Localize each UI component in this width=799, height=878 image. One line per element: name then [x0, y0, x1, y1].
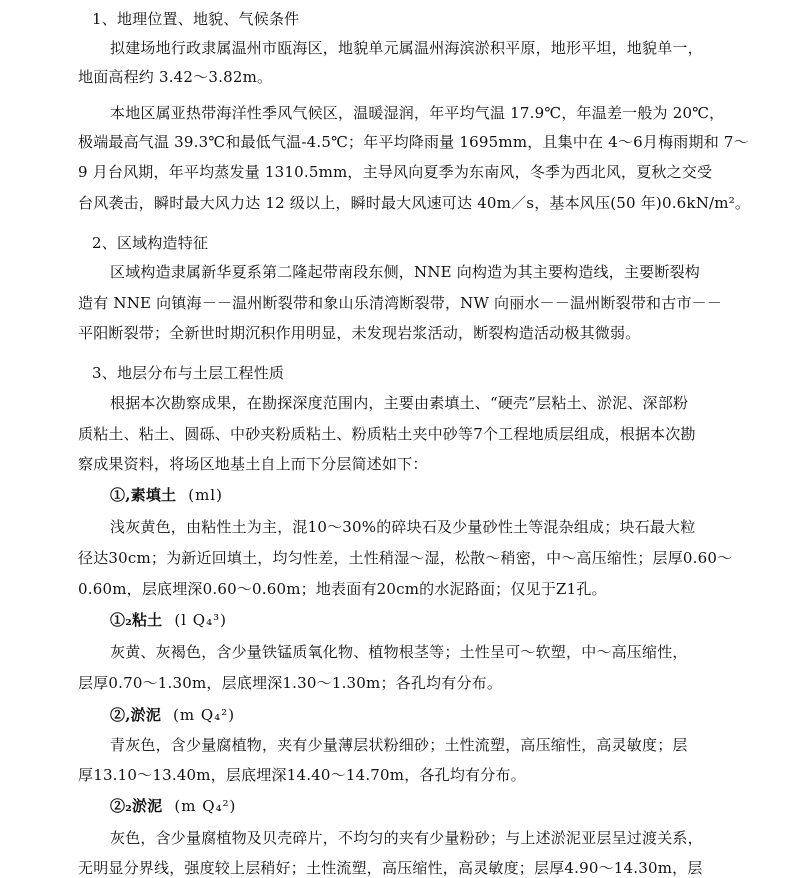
paragraph-line: 本地区属亚热带海洋性季风气候区，温暖湿润，年平均气温 17.9℃，年温差一般为 20℃， [110, 104, 725, 122]
layer-title [110, 796, 236, 816]
paragraph-line: 无明显分界线，强度较上层稍好；土性流塑，高压缩性，高灵敏度；层厚4.90～14.30m，层 [78, 859, 703, 877]
paragraph-line: 层厚0.70～1.30m，层底埋深1.30～1.30m；各孔均有分布。 [78, 674, 503, 692]
paragraph-line: 灰色，含少量腐植物及贝壳碎片，不均匀的夹有少量粉砂；与上述淤泥亚层呈过渡关系， [110, 829, 703, 847]
layer-title [110, 610, 227, 630]
paragraph-line: 地面高程约 3.42～3.82m。 [78, 68, 273, 86]
layer-code: (m Q₄²) [174, 797, 237, 815]
layer-title [110, 705, 235, 725]
paragraph-line: 9 月台风期，年平均蒸发量 1310.5mm，主导风向夏季为东南风，冬季为西北风，夏秋之交受 [78, 163, 713, 181]
layer-name: ②₂淤泥 [110, 797, 163, 815]
layer-title [110, 485, 223, 505]
paragraph-line: 区域构造隶属新华夏系第二隆起带南段东侧，NNE 向构造为其主要构造线，主要断裂构 [110, 263, 700, 281]
paragraph-line: 根据本次勘察成果，在勘探深度范围内，主要由素填土、“硬壳”层粘土、淤泥、深部粉 [110, 394, 689, 412]
paragraph-line: 青灰色，含少量腐植物，夹有少量薄层状粉细砂；土性流塑，高压缩性，高灵敏度；层 [110, 736, 688, 754]
section-heading: 3、地层分布与土层工程性质 [92, 364, 285, 382]
paragraph-line: 0.60m，层底埋深0.60～0.60m；地表面有20cm的水泥路面；仅见于Z1孔。 [78, 580, 607, 598]
layer-code: (ml) [188, 486, 223, 504]
section-heading: 1、地理位置、地貌、气候条件 [92, 10, 300, 28]
layer-name: ①₂粘土 [110, 611, 163, 629]
paragraph-line: 极端最高气温 39.3℃和最低气温-4.5℃；年平均降雨量 1695mm，且集中在 4～6月梅雨期和 7～ [78, 133, 749, 151]
paragraph-line: 灰黄、灰褐色，含少量铁锰质氧化物、植物根茎等；土性呈可～软塑，中～高压缩性， [110, 643, 688, 661]
paragraph-line: 台风袭击，瞬时最大风力达 12 级以上，瞬时最大风速可达 40m／s，基本风压(50 年)0.6kN/m²。 [78, 194, 751, 212]
paragraph-line: 察成果资料，将场区地基土自上而下分层简述如下： [78, 455, 428, 473]
paragraph-line: 平阳断裂带；全新世时期沉积作用明显，未发现岩浆活动，断裂构造活动极其微弱。 [78, 324, 641, 342]
paragraph-line: 质粘土、粘土、圆砾、中砂夹粉质粘土、粉质粘土夹中砂等7个工程地质层组成，根据本次勘 [78, 425, 696, 443]
layer-code: (m Q₄²) [173, 706, 236, 724]
layer-code: (l Q₄³) [174, 611, 227, 629]
layer-name: ①,素填土 [110, 486, 177, 504]
layer-name: ②,淤泥 [110, 706, 162, 724]
paragraph-line: 拟建场地行政隶属温州市瓯海区，地貌单元属温州海滨淤积平原，地形平坦，地貌单一， [110, 39, 703, 57]
paragraph-line: 径达30cm；为新近回填土，均匀性差，土性稍湿～湿，松散～稍密，中～高压缩性；层厚0.60～ [78, 549, 733, 567]
paragraph-line: 浅灰黄色，由粘性土为主，混10～30%的碎块石及少量砂性土等混杂组成；块石最大粒 [110, 518, 696, 536]
paragraph-line: 厚13.10～13.40m，层底埋深14.40～14.70m，各孔均有分布。 [78, 766, 526, 784]
paragraph-line: 造有 NNE 向镇海－－温州断裂带和象山乐清湾断裂带，NW 向丽水－－温州断裂带和古市－－ [78, 294, 723, 312]
section-heading: 2、区域构造特征 [92, 234, 209, 252]
